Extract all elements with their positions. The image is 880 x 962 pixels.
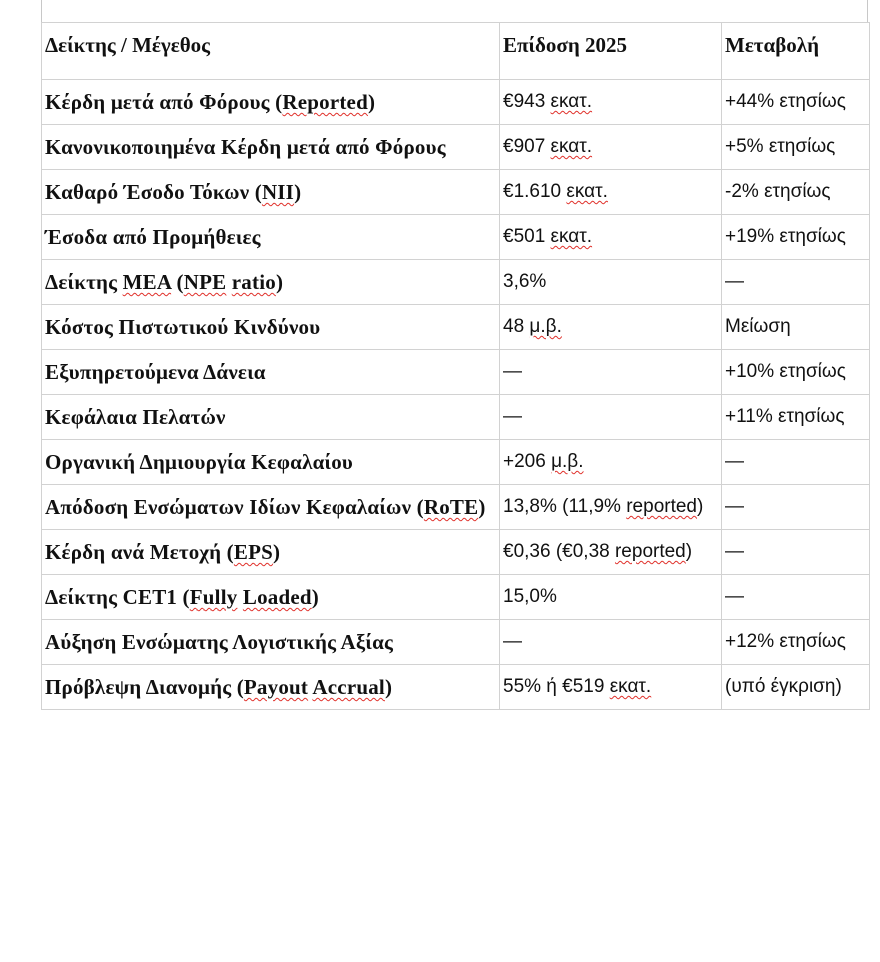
table-row <box>42 620 870 665</box>
spellcheck-flagged-word: RoTE <box>423 495 479 519</box>
value-cell: 3,6% <box>500 260 722 305</box>
header-metric: Δείκτης / Μέγεθος <box>42 23 500 80</box>
spellcheck-flagged-word: εκατ. <box>550 136 593 157</box>
change-cell: +5% ετησίως <box>722 125 870 170</box>
spellcheck-flagged-word: NII <box>261 180 295 204</box>
table-body <box>42 80 870 710</box>
table-row <box>42 215 870 260</box>
value-cell: €943 εκατ. <box>500 80 722 125</box>
change-cell: — <box>722 485 870 530</box>
performance-table <box>41 22 870 710</box>
change-cell: +10% ετησίως <box>722 350 870 395</box>
spellcheck-flagged-word: μ.β. <box>551 451 584 472</box>
table-row <box>42 260 870 305</box>
table-row <box>42 575 870 620</box>
value-cell: €501 εκατ. <box>500 215 722 260</box>
crop-mark-left <box>41 0 42 22</box>
crop-mark-right <box>867 0 868 22</box>
change-cell: +12% ετησίως <box>722 620 870 665</box>
table-row <box>42 485 870 530</box>
value-cell: +206 μ.β. <box>500 440 722 485</box>
header-change: Μεταβολή <box>722 23 870 80</box>
change-cell: (υπό έγκριση) <box>722 665 870 710</box>
metric-cell: Οργανική Δημιουργία Κεφαλαίου <box>42 440 500 485</box>
metric-cell: Απόδοση Ενσώματων Ιδίων Κεφαλαίων (RoTE) <box>42 485 500 530</box>
value-cell: €0,36 (€0,38 reported) <box>500 530 722 575</box>
change-cell: — <box>722 440 870 485</box>
spellcheck-flagged-word: ΜΕΑ <box>122 270 172 294</box>
spellcheck-flagged-word: Reported <box>282 90 368 114</box>
metric-cell: Αύξηση Ενσώματης Λογιστικής Αξίας <box>42 620 500 665</box>
metric-cell: Εξυπηρετούμενα Δάνεια <box>42 350 500 395</box>
table-header-row <box>42 23 870 80</box>
change-cell: — <box>722 530 870 575</box>
table-row <box>42 170 870 215</box>
metric-cell: Δείκτης CET1 (Fully Loaded) <box>42 575 500 620</box>
spellcheck-flagged-word: Fully <box>189 585 238 609</box>
spellcheck-flagged-word: εκατ. <box>550 226 593 247</box>
spellcheck-flagged-word: Accrual <box>312 675 385 699</box>
spellcheck-flagged-word: εκατ. <box>566 181 608 202</box>
metric-cell: Κανονικοποιημένα Κέρδη μετά από Φόρους <box>42 125 500 170</box>
spellcheck-flagged-word: EPS <box>233 540 274 564</box>
change-cell: +44% ετησίως <box>722 80 870 125</box>
change-cell: -2% ετησίως <box>722 170 870 215</box>
spellcheck-flagged-word: εκατ. <box>609 676 652 697</box>
spellcheck-flagged-word: μ.β. <box>529 316 562 337</box>
table-row <box>42 395 870 440</box>
value-cell: €1.610 εκατ. <box>500 170 722 215</box>
header-performance-2025: Επίδοση 2025 <box>500 23 722 80</box>
metric-cell: Έσοδα από Προμήθειες <box>42 215 500 260</box>
metric-cell: Κεφάλαια Πελατών <box>42 395 500 440</box>
metric-cell: Καθαρό Έσοδο Τόκων (NII) <box>42 170 500 215</box>
change-cell: +19% ετησίως <box>722 215 870 260</box>
spellcheck-flagged-word: ratio <box>231 270 276 294</box>
metric-cell: Κόστος Πιστωτικού Κινδύνου <box>42 305 500 350</box>
value-cell: — <box>500 350 722 395</box>
table-row <box>42 530 870 575</box>
metric-cell: Κέρδη μετά από Φόρους (Reported) <box>42 80 500 125</box>
metric-cell: Δείκτης ΜΕΑ (NPE ratio) <box>42 260 500 305</box>
value-cell: — <box>500 395 722 440</box>
table-row <box>42 125 870 170</box>
value-cell: 55% ή €519 εκατ. <box>500 665 722 710</box>
table-row <box>42 80 870 125</box>
spellcheck-flagged-word: Loaded <box>242 585 312 609</box>
change-cell: +11% ετησίως <box>722 395 870 440</box>
spellcheck-flagged-word: NPE <box>183 270 227 294</box>
value-cell: 15,0% <box>500 575 722 620</box>
spellcheck-flagged-word: εκατ. <box>550 91 593 112</box>
metric-cell: Πρόβλεψη Διανομής (Payout Accrual) <box>42 665 500 710</box>
change-cell: — <box>722 575 870 620</box>
value-cell: €907 εκατ. <box>500 125 722 170</box>
metric-cell: Κέρδη ανά Μετοχή (EPS) <box>42 530 500 575</box>
table-row <box>42 305 870 350</box>
table-row <box>42 440 870 485</box>
table-row <box>42 665 870 710</box>
table-row <box>42 350 870 395</box>
value-cell: 48 μ.β. <box>500 305 722 350</box>
value-cell: 13,8% (11,9% reported) <box>500 485 722 530</box>
spellcheck-flagged-word: reported <box>614 541 686 562</box>
value-cell: — <box>500 620 722 665</box>
spellcheck-flagged-word: Payout <box>243 675 309 699</box>
change-cell: Μείωση <box>722 305 870 350</box>
change-cell: — <box>722 260 870 305</box>
spellcheck-flagged-word: reported <box>626 496 698 517</box>
